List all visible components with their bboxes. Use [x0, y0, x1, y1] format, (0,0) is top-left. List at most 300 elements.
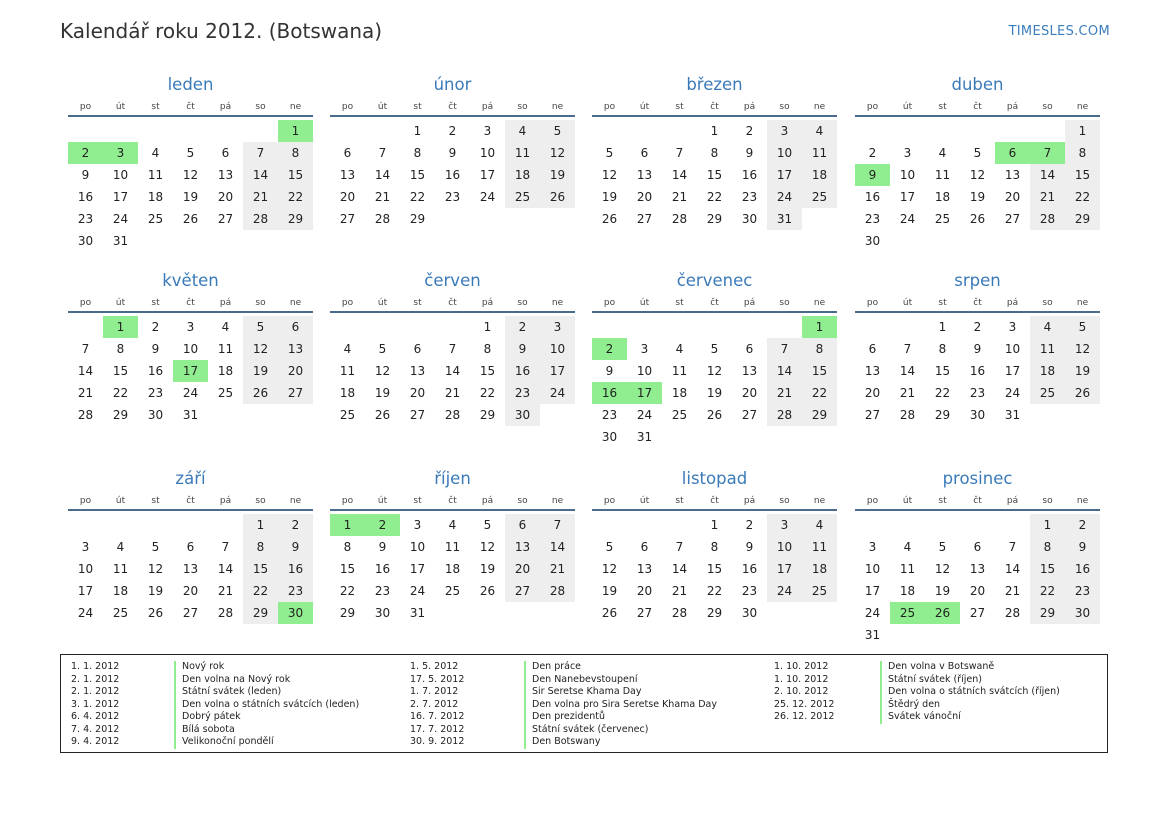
- day-cell: 9: [605, 364, 614, 378]
- day-cell: 10: [540, 338, 575, 360]
- weekday-label: ne: [1076, 297, 1089, 308]
- day-cell: 8: [483, 342, 492, 356]
- legend-holiday-name: Den volna v Botswaně: [880, 661, 994, 674]
- holiday-day-cell: 25: [890, 602, 925, 624]
- legend-holiday-name: Den Botswany: [524, 736, 600, 749]
- day-cell: 30: [374, 606, 391, 620]
- weekday-label: st: [413, 495, 422, 506]
- day-cell: 24: [767, 580, 802, 602]
- day-cell: 19: [147, 584, 164, 598]
- month-4: [855, 74, 1100, 252]
- day-cell: 5: [483, 518, 492, 532]
- day-cell: 1: [710, 518, 719, 532]
- weekday-label: čt: [710, 495, 719, 506]
- legend-holiday-name: Státní svátek (říjen): [880, 674, 982, 687]
- day-cell: 27: [741, 408, 758, 422]
- empty-cell: [995, 514, 1030, 536]
- day-cell: 5: [186, 146, 195, 160]
- day-cell: 29: [802, 404, 837, 426]
- day-cell: 18: [934, 190, 951, 204]
- legend-row: [61, 736, 1107, 749]
- day-cell: 20: [182, 584, 199, 598]
- day-cell: 5: [605, 146, 614, 160]
- day-cell: 11: [802, 142, 837, 164]
- weekday-label: čt: [973, 297, 982, 308]
- day-cell: 14: [243, 164, 278, 186]
- empty-cell: [1030, 120, 1065, 142]
- legend-date: 1. 10. 2012: [774, 661, 829, 672]
- legend-holiday-name: Velikonoční pondělí: [174, 736, 274, 749]
- legend-row: [61, 711, 1107, 724]
- holiday-day-cell: 3: [103, 142, 138, 164]
- day-cell: 13: [217, 168, 234, 182]
- day-cell: 30: [969, 408, 986, 422]
- day-cell: 13: [969, 562, 986, 576]
- weekday-label: so: [255, 297, 266, 308]
- legend-date: 7. 4. 2012: [71, 723, 120, 735]
- day-cell: 6: [745, 342, 754, 356]
- day-cell: 12: [479, 540, 496, 554]
- day-cell: 19: [601, 190, 618, 204]
- day-grid: [592, 514, 837, 624]
- day-cell: 8: [1065, 142, 1100, 164]
- empty-cell: [627, 316, 662, 338]
- day-cell: 21: [671, 190, 688, 204]
- day-cell: 6: [221, 146, 230, 160]
- day-cell: 28: [217, 606, 234, 620]
- weekday-label: st: [938, 495, 947, 506]
- day-cell: 1: [243, 514, 278, 536]
- day-cell: 10: [409, 540, 426, 554]
- day-cell: 3: [483, 124, 492, 138]
- day-cell: 26: [479, 584, 496, 598]
- day-cell: 12: [706, 364, 723, 378]
- day-cell: 5: [1065, 316, 1100, 338]
- day-grid: [592, 120, 837, 230]
- day-cell: 13: [636, 562, 653, 576]
- weekday-header: [855, 492, 1100, 511]
- day-cell: 26: [182, 212, 199, 226]
- empty-cell: [330, 120, 365, 142]
- empty-cell: [138, 120, 173, 142]
- weekday-header: [68, 492, 313, 511]
- day-cell: 12: [601, 562, 618, 576]
- day-cell: 8: [413, 146, 422, 160]
- day-cell: 12: [601, 168, 618, 182]
- day-cell: 8: [243, 536, 278, 558]
- day-cell: 22: [1065, 186, 1100, 208]
- day-cell: 17: [1004, 364, 1021, 378]
- weekday-label: st: [151, 495, 160, 506]
- day-cell: 24: [479, 190, 496, 204]
- day-grid: [68, 514, 313, 624]
- day-cell: 9: [151, 342, 160, 356]
- day-grid: [330, 316, 575, 426]
- day-cell: 8: [938, 342, 947, 356]
- weekday-label: čt: [710, 101, 719, 112]
- empty-cell: [138, 514, 173, 536]
- weekday-label: pá: [1006, 101, 1019, 112]
- day-cell: 8: [278, 142, 313, 164]
- day-cell: 30: [505, 404, 540, 426]
- month-name: leden: [167, 75, 214, 94]
- day-cell: 21: [217, 584, 234, 598]
- day-cell: 16: [444, 168, 461, 182]
- day-cell: 12: [969, 168, 986, 182]
- day-cell: 7: [243, 142, 278, 164]
- day-cell: 2: [505, 316, 540, 338]
- month-3: [592, 74, 837, 230]
- day-cell: 4: [802, 514, 837, 536]
- weekday-label: čt: [448, 297, 457, 308]
- day-cell: 26: [706, 408, 723, 422]
- day-cell: 11: [505, 142, 540, 164]
- day-cell: 26: [601, 606, 618, 620]
- day-cell: 11: [899, 562, 916, 576]
- day-cell: 6: [640, 146, 649, 160]
- day-cell: 17: [767, 164, 802, 186]
- empty-cell: [855, 514, 890, 536]
- legend-holiday-name: Státní svátek (leden): [174, 686, 281, 699]
- day-grid: [855, 514, 1100, 646]
- day-cell: 4: [505, 120, 540, 142]
- day-cell: 31: [409, 606, 426, 620]
- weekday-label: čt: [186, 495, 195, 506]
- day-cell: 25: [671, 408, 688, 422]
- day-cell: 18: [339, 386, 356, 400]
- month-7: [592, 270, 837, 448]
- weekday-label: čt: [710, 297, 719, 308]
- day-cell: 12: [540, 142, 575, 164]
- day-cell: 23: [601, 408, 618, 422]
- day-cell: 20: [969, 584, 986, 598]
- day-cell: 16: [77, 190, 94, 204]
- legend-column: [61, 661, 1107, 724]
- day-cell: 4: [903, 540, 912, 554]
- legend-date: 2. 1. 2012: [71, 686, 120, 697]
- site-link[interactable]: TIMESLES.COM: [1008, 24, 1110, 39]
- day-cell: 8: [343, 540, 352, 554]
- day-cell: 9: [973, 342, 982, 356]
- legend-row: [61, 699, 1107, 712]
- weekday-label: st: [413, 297, 422, 308]
- day-cell: 25: [934, 212, 951, 226]
- day-cell: 16: [147, 364, 164, 378]
- day-cell: 14: [217, 562, 234, 576]
- day-cell: 25: [505, 186, 540, 208]
- day-cell: 3: [767, 514, 802, 536]
- weekday-label: so: [1042, 495, 1053, 506]
- legend-holiday-name: Státní svátek (červenec): [524, 724, 648, 737]
- day-cell: 27: [864, 408, 881, 422]
- day-cell: 26: [147, 606, 164, 620]
- day-cell: 9: [378, 540, 387, 554]
- empty-cell: [890, 316, 925, 338]
- day-cell: 1: [710, 124, 719, 138]
- holiday-day-cell: 2: [592, 338, 627, 360]
- weekday-header: [68, 294, 313, 313]
- day-cell: 24: [182, 386, 199, 400]
- day-cell: 8: [710, 540, 719, 554]
- empty-cell: [662, 120, 697, 142]
- day-cell: 23: [741, 584, 758, 598]
- day-cell: 26: [374, 408, 391, 422]
- weekday-label: ne: [1076, 101, 1089, 112]
- weekday-header: [592, 294, 837, 313]
- legend-row: [61, 674, 1107, 687]
- weekday-label: pá: [1006, 297, 1019, 308]
- weekday-label: čt: [448, 495, 457, 506]
- day-cell: 6: [640, 540, 649, 554]
- day-grid: [855, 316, 1100, 426]
- weekday-label: pá: [743, 297, 756, 308]
- day-cell: 8: [710, 146, 719, 160]
- empty-cell: [173, 514, 208, 536]
- day-cell: 22: [1030, 580, 1065, 602]
- day-cell: 10: [77, 562, 94, 576]
- day-cell: 3: [903, 146, 912, 160]
- day-cell: 10: [112, 168, 129, 182]
- day-cell: 20: [1004, 190, 1021, 204]
- weekday-header: [855, 294, 1100, 313]
- day-cell: 9: [1065, 536, 1100, 558]
- weekday-label: ne: [813, 101, 826, 112]
- day-cell: 27: [636, 212, 653, 226]
- day-cell: 3: [868, 540, 877, 554]
- legend-holiday-name: Den prezidentů: [524, 711, 605, 724]
- legend-holiday-name: Den práce: [524, 661, 581, 674]
- day-cell: 20: [636, 584, 653, 598]
- day-cell: 4: [675, 342, 684, 356]
- day-cell: 22: [934, 386, 951, 400]
- weekday-label: pá: [743, 101, 756, 112]
- day-cell: 6: [973, 540, 982, 554]
- day-cell: 30: [741, 212, 758, 226]
- day-cell: 18: [1030, 360, 1065, 382]
- day-cell: 17: [899, 190, 916, 204]
- legend-holiday-name: Dobrý pátek: [174, 711, 241, 724]
- day-cell: 4: [448, 518, 457, 532]
- day-cell: 12: [374, 364, 391, 378]
- day-grid: [330, 514, 575, 624]
- day-cell: 19: [1065, 360, 1100, 382]
- empty-cell: [960, 514, 995, 536]
- weekday-label: st: [151, 297, 160, 308]
- month-name: říjen: [434, 469, 471, 488]
- weekday-label: út: [902, 297, 913, 308]
- legend-date: 6. 4. 2012: [71, 711, 120, 722]
- weekday-label: čt: [973, 495, 982, 506]
- empty-cell: [103, 514, 138, 536]
- empty-cell: [173, 120, 208, 142]
- day-cell: 28: [899, 408, 916, 422]
- month-6: [330, 270, 575, 426]
- day-cell: 16: [374, 562, 391, 576]
- day-cell: 20: [864, 386, 881, 400]
- weekday-label: st: [675, 101, 684, 112]
- day-cell: 15: [802, 360, 837, 382]
- holiday-day-cell: 1: [802, 316, 837, 338]
- day-cell: 4: [221, 320, 230, 334]
- day-cell: 29: [1030, 602, 1065, 624]
- weekday-label: čt: [186, 297, 195, 308]
- day-cell: 30: [741, 606, 758, 620]
- day-cell: 3: [1008, 320, 1017, 334]
- day-cell: 23: [969, 386, 986, 400]
- day-cell: 16: [1065, 558, 1100, 580]
- page-title: Kalendář roku 2012. (Botswana): [60, 19, 383, 43]
- day-cell: 25: [147, 212, 164, 226]
- day-cell: 24: [636, 408, 653, 422]
- day-cell: 26: [1065, 382, 1100, 404]
- day-cell: 5: [710, 342, 719, 356]
- day-cell: 12: [147, 562, 164, 576]
- day-cell: 19: [243, 360, 278, 382]
- weekday-header: [330, 294, 575, 313]
- empty-cell: [208, 120, 243, 142]
- legend-holiday-name: Nový rok: [174, 661, 224, 674]
- legend-holiday-name: Den Nanebevstoupení: [524, 674, 638, 687]
- legend-holiday-name: Den volna o státních svátcích (říjen): [880, 686, 1060, 699]
- day-cell: 9: [745, 146, 754, 160]
- day-cell: 16: [278, 558, 313, 580]
- day-cell: 29: [1065, 208, 1100, 230]
- day-cell: 15: [409, 168, 426, 182]
- weekday-label: út: [115, 495, 126, 506]
- day-cell: 10: [899, 168, 916, 182]
- day-cell: 25: [217, 386, 234, 400]
- day-cell: 25: [112, 606, 129, 620]
- day-cell: 14: [671, 562, 688, 576]
- day-cell: 14: [671, 168, 688, 182]
- day-cell: 23: [505, 382, 540, 404]
- day-cell: 11: [444, 540, 461, 554]
- day-cell: 20: [409, 386, 426, 400]
- day-cell: 30: [147, 408, 164, 422]
- day-cell: 15: [278, 164, 313, 186]
- day-cell: 9: [81, 168, 90, 182]
- day-cell: 9: [745, 540, 754, 554]
- day-cell: 20: [741, 386, 758, 400]
- day-cell: 11: [1030, 338, 1065, 360]
- day-cell: 17: [77, 584, 94, 598]
- day-cell: 27: [636, 606, 653, 620]
- day-cell: 29: [409, 212, 426, 226]
- day-cell: 14: [540, 536, 575, 558]
- legend-holiday-name: Svátek vánoční: [880, 711, 961, 724]
- weekday-label: čt: [973, 101, 982, 112]
- weekday-label: ne: [551, 297, 564, 308]
- empty-cell: [767, 316, 802, 338]
- month-5: [68, 270, 313, 426]
- weekday-label: út: [377, 297, 388, 308]
- day-cell: 31: [767, 208, 802, 230]
- day-cell: 5: [540, 120, 575, 142]
- day-cell: 2: [278, 514, 313, 536]
- empty-cell: [592, 120, 627, 142]
- day-cell: 26: [969, 212, 986, 226]
- day-cell: 24: [409, 584, 426, 598]
- weekday-label: so: [779, 297, 790, 308]
- weekday-label: po: [341, 297, 354, 308]
- day-cell: 29: [934, 408, 951, 422]
- day-cell: 10: [636, 364, 653, 378]
- weekday-label: pá: [219, 101, 232, 112]
- weekday-label: po: [603, 297, 616, 308]
- day-cell: 12: [243, 338, 278, 360]
- day-cell: 22: [278, 186, 313, 208]
- holiday-day-cell: 1: [330, 514, 365, 536]
- day-cell: 22: [339, 584, 356, 598]
- day-cell: 29: [243, 602, 278, 624]
- weekday-header: [330, 492, 575, 511]
- holiday-day-cell: 2: [365, 514, 400, 536]
- legend-holiday-name: Bílá sobota: [174, 724, 235, 737]
- day-cell: 5: [378, 342, 387, 356]
- weekday-header: [68, 98, 313, 117]
- legend-date: 2. 10. 2012: [774, 686, 829, 697]
- legend-date: 30. 9. 2012: [410, 736, 465, 747]
- empty-cell: [68, 316, 103, 338]
- month-name: září: [175, 469, 206, 488]
- day-cell: 27: [409, 408, 426, 422]
- day-cell: 13: [182, 562, 199, 576]
- day-cell: 23: [444, 190, 461, 204]
- day-cell: 14: [77, 364, 94, 378]
- weekday-label: ne: [813, 297, 826, 308]
- day-cell: 27: [278, 382, 313, 404]
- day-cell: 7: [448, 342, 457, 356]
- day-cell: 31: [864, 628, 881, 642]
- day-cell: 30: [864, 234, 881, 248]
- weekday-label: so: [779, 495, 790, 506]
- day-cell: 29: [706, 606, 723, 620]
- day-cell: 4: [116, 540, 125, 554]
- empty-cell: [855, 120, 890, 142]
- day-cell: 7: [675, 146, 684, 160]
- month-10: [330, 468, 575, 624]
- empty-cell: [435, 316, 470, 338]
- day-cell: 26: [243, 382, 278, 404]
- day-cell: 1: [1030, 514, 1065, 536]
- day-cell: 30: [77, 234, 94, 248]
- legend-date: 1. 1. 2012: [71, 661, 120, 672]
- weekday-label: pá: [743, 495, 756, 506]
- day-cell: 18: [505, 164, 540, 186]
- day-cell: 15: [706, 168, 723, 182]
- legend-date: 16. 7. 2012: [410, 711, 465, 722]
- weekday-label: út: [639, 297, 650, 308]
- day-cell: 16: [741, 168, 758, 182]
- day-cell: 2: [745, 518, 754, 532]
- day-cell: 21: [1004, 584, 1021, 598]
- day-cell: 26: [601, 212, 618, 226]
- weekday-label: pá: [1006, 495, 1019, 506]
- day-cell: 10: [767, 142, 802, 164]
- day-cell: 2: [151, 320, 160, 334]
- empty-cell: [662, 514, 697, 536]
- day-cell: 25: [1030, 382, 1065, 404]
- day-cell: 14: [444, 364, 461, 378]
- day-cell: 27: [505, 580, 540, 602]
- legend-date: 2. 1. 2012: [71, 673, 120, 685]
- day-cell: 28: [77, 408, 94, 422]
- weekday-header: [592, 492, 837, 511]
- day-cell: 13: [636, 168, 653, 182]
- weekday-label: pá: [481, 495, 494, 506]
- day-cell: 21: [243, 186, 278, 208]
- weekday-label: po: [341, 495, 354, 506]
